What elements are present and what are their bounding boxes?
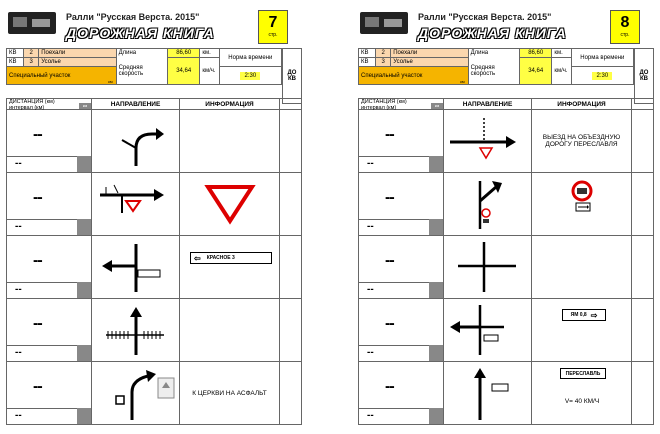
kv-start-number: 2 xyxy=(376,49,391,58)
length-label: Длина xyxy=(116,49,168,58)
page-header xyxy=(358,8,654,50)
km-marker xyxy=(429,345,443,361)
distance-cell xyxy=(358,173,444,235)
distance-cell xyxy=(6,173,92,235)
distance-value: -- xyxy=(385,315,394,332)
divider xyxy=(7,156,79,157)
roadbook-grid xyxy=(6,98,302,425)
page-number: 8 xyxy=(620,14,630,31)
km-box: км xyxy=(79,103,91,109)
km-marker xyxy=(77,345,91,361)
end-cell xyxy=(632,236,654,298)
info-cell xyxy=(532,299,632,361)
end-point: Усолье xyxy=(39,58,116,67)
rally-logo-icon xyxy=(8,12,56,34)
do-kv-label: ДО КВ xyxy=(282,48,302,104)
rally-logo-icon xyxy=(360,12,408,34)
direction-cell xyxy=(444,362,532,424)
interval-value: -- xyxy=(367,158,374,169)
km-marker xyxy=(429,219,443,235)
special-stage-label: Специальный участок xyxy=(361,72,423,79)
divider xyxy=(7,219,79,220)
divider xyxy=(359,408,431,409)
end-header xyxy=(632,99,654,109)
end-header xyxy=(280,99,302,109)
direction-cell xyxy=(92,362,180,424)
table-row xyxy=(6,236,302,299)
distance-header-label: ДИСТАНЦИЯ (км) xyxy=(361,99,407,105)
norm-label: Норма времени xyxy=(219,49,281,67)
distance-header xyxy=(358,99,444,109)
length-unit: км. xyxy=(200,49,219,58)
grid-header xyxy=(6,98,302,110)
page-suffix: стр. xyxy=(268,32,278,38)
distance-cell xyxy=(6,110,92,172)
end-cell xyxy=(280,173,302,235)
interval-value: -- xyxy=(367,410,374,421)
distance-cell xyxy=(358,299,444,361)
left-arrow-icon: ⇦ xyxy=(194,253,201,263)
interval-header-label: интервал (км) xyxy=(361,105,397,111)
turn-left-arrow-icon xyxy=(92,236,180,299)
info-cell xyxy=(180,299,280,361)
direction-cell xyxy=(444,173,532,235)
table-row xyxy=(358,299,654,362)
end-cell xyxy=(632,299,654,361)
info-cell xyxy=(532,236,632,298)
divider xyxy=(359,282,431,283)
distance-value: -- xyxy=(385,252,394,269)
end-cell xyxy=(280,236,302,298)
direction-sign xyxy=(190,252,272,264)
kv-label-2: КВ xyxy=(359,58,376,67)
speed-unit: км/ч. xyxy=(200,58,219,85)
direction-header: НАПРАВЛЕНИЕ xyxy=(92,99,180,109)
turn-right-arrow-icon xyxy=(92,110,180,173)
km-box: км xyxy=(431,103,443,109)
right-arrow-icon: ⇨ xyxy=(590,310,598,320)
distance-value: -- xyxy=(385,126,394,143)
divider xyxy=(7,408,79,409)
table-row xyxy=(358,173,654,236)
information-header: ИНФОРМАЦИЯ xyxy=(532,99,632,109)
page-header xyxy=(6,8,302,50)
rally-title: Ралли "Русская Верста. 2015" xyxy=(418,12,552,22)
start-point: Поехали xyxy=(39,49,116,58)
end-cell xyxy=(632,173,654,235)
direction-cell xyxy=(92,173,180,235)
book-title: ДОРОЖНАЯ КНИГА xyxy=(66,25,215,41)
crossroads-straight-icon xyxy=(444,236,532,299)
km-marker xyxy=(429,282,443,298)
km-marker xyxy=(77,156,91,172)
straight-with-yield-icon xyxy=(92,173,180,236)
direction-cell xyxy=(92,299,180,361)
norm-cell xyxy=(219,67,281,85)
length-unit: км. xyxy=(552,49,571,58)
km-marker xyxy=(77,282,91,298)
divider xyxy=(7,282,79,283)
norm-label: Норма времени xyxy=(571,49,633,67)
stage-info-table xyxy=(6,48,282,85)
divider xyxy=(359,219,431,220)
table-row xyxy=(358,110,654,173)
kv-label-2: КВ xyxy=(7,58,24,67)
distance-value: -- xyxy=(33,189,42,206)
curve-right-church-icon xyxy=(92,362,180,425)
special-km: км xyxy=(108,79,113,84)
kv-start-number: 2 xyxy=(24,49,39,58)
divider xyxy=(7,345,79,346)
norm-cell xyxy=(571,67,633,85)
roadbook-page-7 xyxy=(6,8,302,426)
length-label: Длина xyxy=(468,49,520,58)
info-cell xyxy=(532,362,632,424)
kv-label: КВ xyxy=(359,49,376,58)
end-cell xyxy=(280,362,302,424)
special-km: км xyxy=(460,79,465,84)
speed-value: 34,64 xyxy=(520,58,552,85)
yield-sign-icon xyxy=(180,173,280,236)
information-header: ИНФОРМАЦИЯ xyxy=(180,99,280,109)
direction-cell xyxy=(92,236,180,298)
direction-cell xyxy=(444,110,532,172)
special-stage-label: Специальный участок xyxy=(9,72,71,79)
distance-cell xyxy=(358,110,444,172)
distance-header xyxy=(6,99,92,109)
distance-value: -- xyxy=(33,126,42,143)
end-cell xyxy=(280,299,302,361)
kv-label: КВ xyxy=(7,49,24,58)
km-marker xyxy=(429,156,443,172)
end-cell xyxy=(632,110,654,172)
interval-header-label: интервал (км) xyxy=(9,105,45,111)
direction-header: НАПРАВЛЕНИЕ xyxy=(444,99,532,109)
distance-header-label: ДИСТАНЦИЯ (км) xyxy=(9,99,55,105)
distance-cell xyxy=(6,362,92,424)
direction-cell xyxy=(444,299,532,361)
interval-value: -- xyxy=(367,347,374,358)
info-cell: ВЫЕЗД НА ОБЪЕЗДНУЮ ДОРОГУ ПЕРЕСЛАВЛЯ xyxy=(532,110,632,172)
stage-info-table xyxy=(358,48,634,85)
interval-value: -- xyxy=(367,284,374,295)
length-value: 86,60 xyxy=(520,49,552,58)
distance-sign-text: ЯМ 0,8 xyxy=(570,312,587,318)
end-point: Усолье xyxy=(391,58,468,67)
info-cell xyxy=(180,110,280,172)
length-value: 86,60 xyxy=(168,49,200,58)
table-row xyxy=(358,236,654,299)
table-row xyxy=(6,299,302,362)
crossroads-left-icon xyxy=(444,299,532,362)
bear-right-icon xyxy=(444,173,532,236)
speed-value: 34,64 xyxy=(168,58,200,85)
speed-unit: км/ч. xyxy=(552,58,571,85)
speed-label: Средняя скорость xyxy=(116,58,168,85)
junction-yield-icon xyxy=(444,110,532,173)
roadbook-page-8 xyxy=(358,8,654,426)
special-stage xyxy=(359,67,469,85)
info-cell xyxy=(180,236,280,298)
km-marker xyxy=(429,408,443,424)
grid-header xyxy=(358,98,654,110)
interval-value: -- xyxy=(15,284,22,295)
railway-crossing-straight-icon xyxy=(92,299,180,362)
distance-value: -- xyxy=(33,252,42,269)
table-row xyxy=(6,110,302,173)
interval-value: -- xyxy=(15,347,22,358)
distance-sign xyxy=(562,309,606,321)
direction-cell xyxy=(444,236,532,298)
do-kv-label: ДО КВ xyxy=(634,48,654,104)
distance-value: -- xyxy=(33,378,42,395)
speed-label: Средняя скорость xyxy=(468,58,520,85)
end-cell xyxy=(280,110,302,172)
interval-value: -- xyxy=(15,158,22,169)
info-cell xyxy=(180,173,280,235)
kv-end-number: 3 xyxy=(24,58,39,67)
table-row xyxy=(6,173,302,236)
interval-value: -- xyxy=(367,221,374,232)
divider xyxy=(359,156,431,157)
km-marker xyxy=(77,408,91,424)
interval-value: -- xyxy=(15,221,22,232)
city-sign: ПЕРЕСЛАВЛЬ xyxy=(560,368,606,379)
book-title: ДОРОЖНАЯ КНИГА xyxy=(418,25,567,41)
start-point: Поехали xyxy=(391,49,468,58)
distance-value: -- xyxy=(385,189,394,206)
page-number-badge xyxy=(258,10,288,44)
info-cell: К ЦЕРКВИ НА АСФАЛЬТ xyxy=(180,362,280,424)
table-row xyxy=(358,362,654,425)
speed-limit-text: V= 40 КМ/Ч xyxy=(564,398,600,405)
info-cell xyxy=(532,173,632,235)
distance-cell xyxy=(358,236,444,298)
distance-value: -- xyxy=(33,315,42,332)
no-entry-sign-icon xyxy=(532,173,632,236)
direction-sign-text: КРАСНОЕ 3 xyxy=(206,255,235,261)
end-cell xyxy=(632,362,654,424)
divider xyxy=(359,345,431,346)
special-stage xyxy=(7,67,117,85)
direction-cell xyxy=(92,110,180,172)
roadbook-grid xyxy=(358,98,654,425)
distance-cell xyxy=(6,299,92,361)
distance-cell xyxy=(358,362,444,424)
norm-value: 2:30 xyxy=(240,72,260,80)
distance-cell xyxy=(6,236,92,298)
page-number: 7 xyxy=(268,14,278,31)
straight-arrow-icon xyxy=(444,362,532,425)
page-suffix: стр. xyxy=(620,32,630,38)
distance-value: -- xyxy=(385,378,394,395)
rally-title: Ралли "Русская Верста. 2015" xyxy=(66,12,200,22)
page-number-badge xyxy=(610,10,640,44)
km-marker xyxy=(77,219,91,235)
table-row xyxy=(6,362,302,425)
norm-value: 2:30 xyxy=(592,72,612,80)
kv-end-number: 3 xyxy=(376,58,391,67)
interval-value: -- xyxy=(15,410,22,421)
